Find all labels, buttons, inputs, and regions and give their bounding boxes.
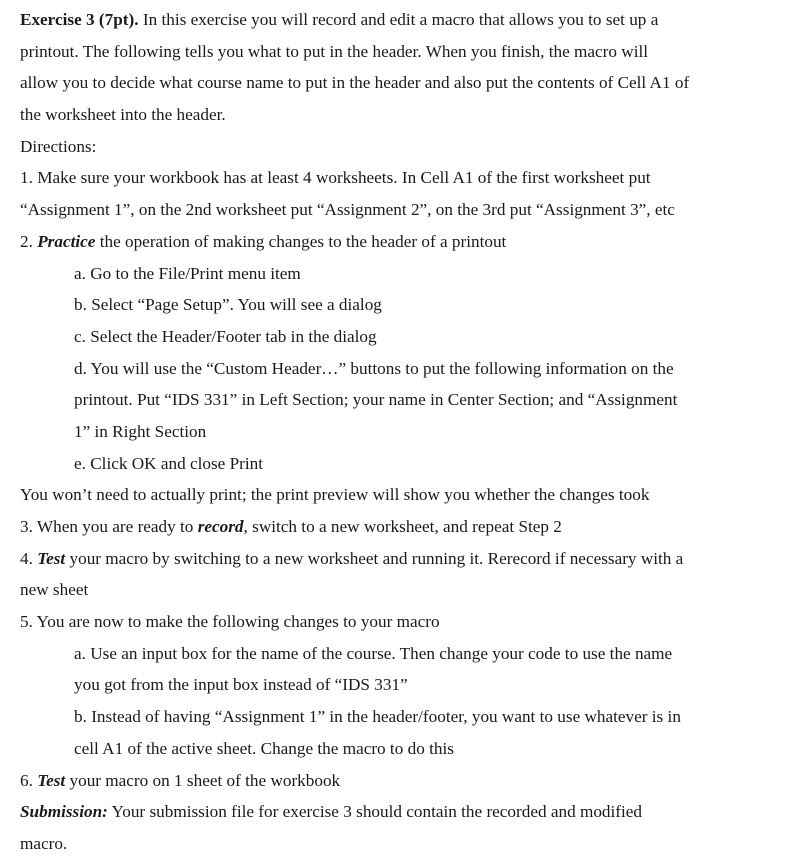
step-3-text: , switch to a new worksheet, and repeat Step 2 — [243, 517, 562, 536]
step-5-sub-a-line-2: you got from the input box instead of “IDS 331” — [74, 675, 408, 695]
step-2-sub-e: e. Click OK and close Print — [74, 453, 264, 473]
step-6-line — [20, 765, 780, 797]
step-2-sub-c: c. Select the Header/Footer tab in the dialog — [74, 326, 377, 346]
step-5-line: 5. You are now to make the following changes to your macro — [20, 612, 440, 632]
step-3-prefix: 3. When you are ready to — [20, 517, 198, 536]
step-2-text: the operation of making changes to the header of a printout — [95, 231, 507, 251]
step-3-line — [20, 511, 780, 543]
step-4-line-2: new sheet — [20, 580, 89, 600]
step-4-line-1 — [20, 543, 780, 575]
step-2-sub-d-line-1: d. You will use the “Custom Header…” buttons to put the following information on the — [74, 358, 674, 378]
step-4-text: your macro by switching to a new worksheet and running it. Rerecord if necessary with a — [65, 548, 684, 568]
submission-line-1 — [20, 796, 780, 828]
step-2-line — [20, 226, 780, 258]
intro-line-2: printout. The following tells you what to put in the header. When you finish, the macro will — [20, 41, 649, 61]
step-4-number: 4. — [20, 548, 38, 568]
intro-line-4: the worksheet into the header. — [20, 105, 226, 125]
submission-label: Submission: — [20, 802, 108, 822]
step-2-sub-a: a. Go to the File/Print menu item — [74, 263, 301, 283]
step-5-sub-b-line-1: b. Instead of having “Assignment 1” in the header/footer, you want to use whatever is in — [74, 707, 681, 727]
submission-text: Your submission file for exercise 3 should contain the recorded and modified — [107, 802, 643, 822]
step-6-emphasis: Test — [37, 770, 66, 790]
intro-text: In this exercise you will record and edit a macro that allows you to set up a — [138, 10, 659, 29]
intro-line-1 — [20, 4, 780, 36]
step-2-sub-d-line-3: 1” in Right Section — [74, 421, 207, 441]
step-1-line-2: “Assignment 1”, on the 2nd worksheet put “Assignment 2”, on the 3rd put “Assignment 3”, etc — [20, 200, 675, 220]
intro-line-3: allow you to decide what course name to put in the header and also put the contents of Cell A1 of — [20, 73, 690, 93]
step-5-sub-b-line-2: cell A1 of the active sheet. Change the macro to do this — [74, 738, 454, 758]
submission-line-2: macro. — [20, 833, 68, 853]
exercise-title: Exercise 3 (7pt). — [20, 10, 139, 29]
step-2-sub-d-line-2: printout. Put “IDS 331” in Left Section; your name in Center Section; and “Assignment — [74, 390, 678, 410]
step-3-emphasis: record — [197, 517, 244, 536]
directions-heading: Directions: — [20, 136, 97, 156]
step-6-text: your macro on 1 sheet of the workbook — [65, 770, 341, 790]
step-6-number: 6. — [20, 770, 38, 790]
step-2-number: 2. — [20, 231, 38, 251]
step-1-line-1: 1. Make sure your workbook has at least 4 worksheets. In Cell A1 of the first worksheet put — [20, 168, 651, 188]
step-5-sub-a-line-1: a. Use an input box for the name of the course. Then change your code to use the name — [74, 643, 673, 663]
step-4-emphasis: Test — [37, 548, 66, 568]
exercise-document — [20, 4, 780, 860]
print-note: You won’t need to actually print; the print preview will show you whether the changes took — [20, 485, 650, 505]
step-2-sub-b: b. Select “Page Setup”. You will see a dialog — [74, 295, 382, 315]
step-2-emphasis: Practice — [37, 231, 96, 251]
